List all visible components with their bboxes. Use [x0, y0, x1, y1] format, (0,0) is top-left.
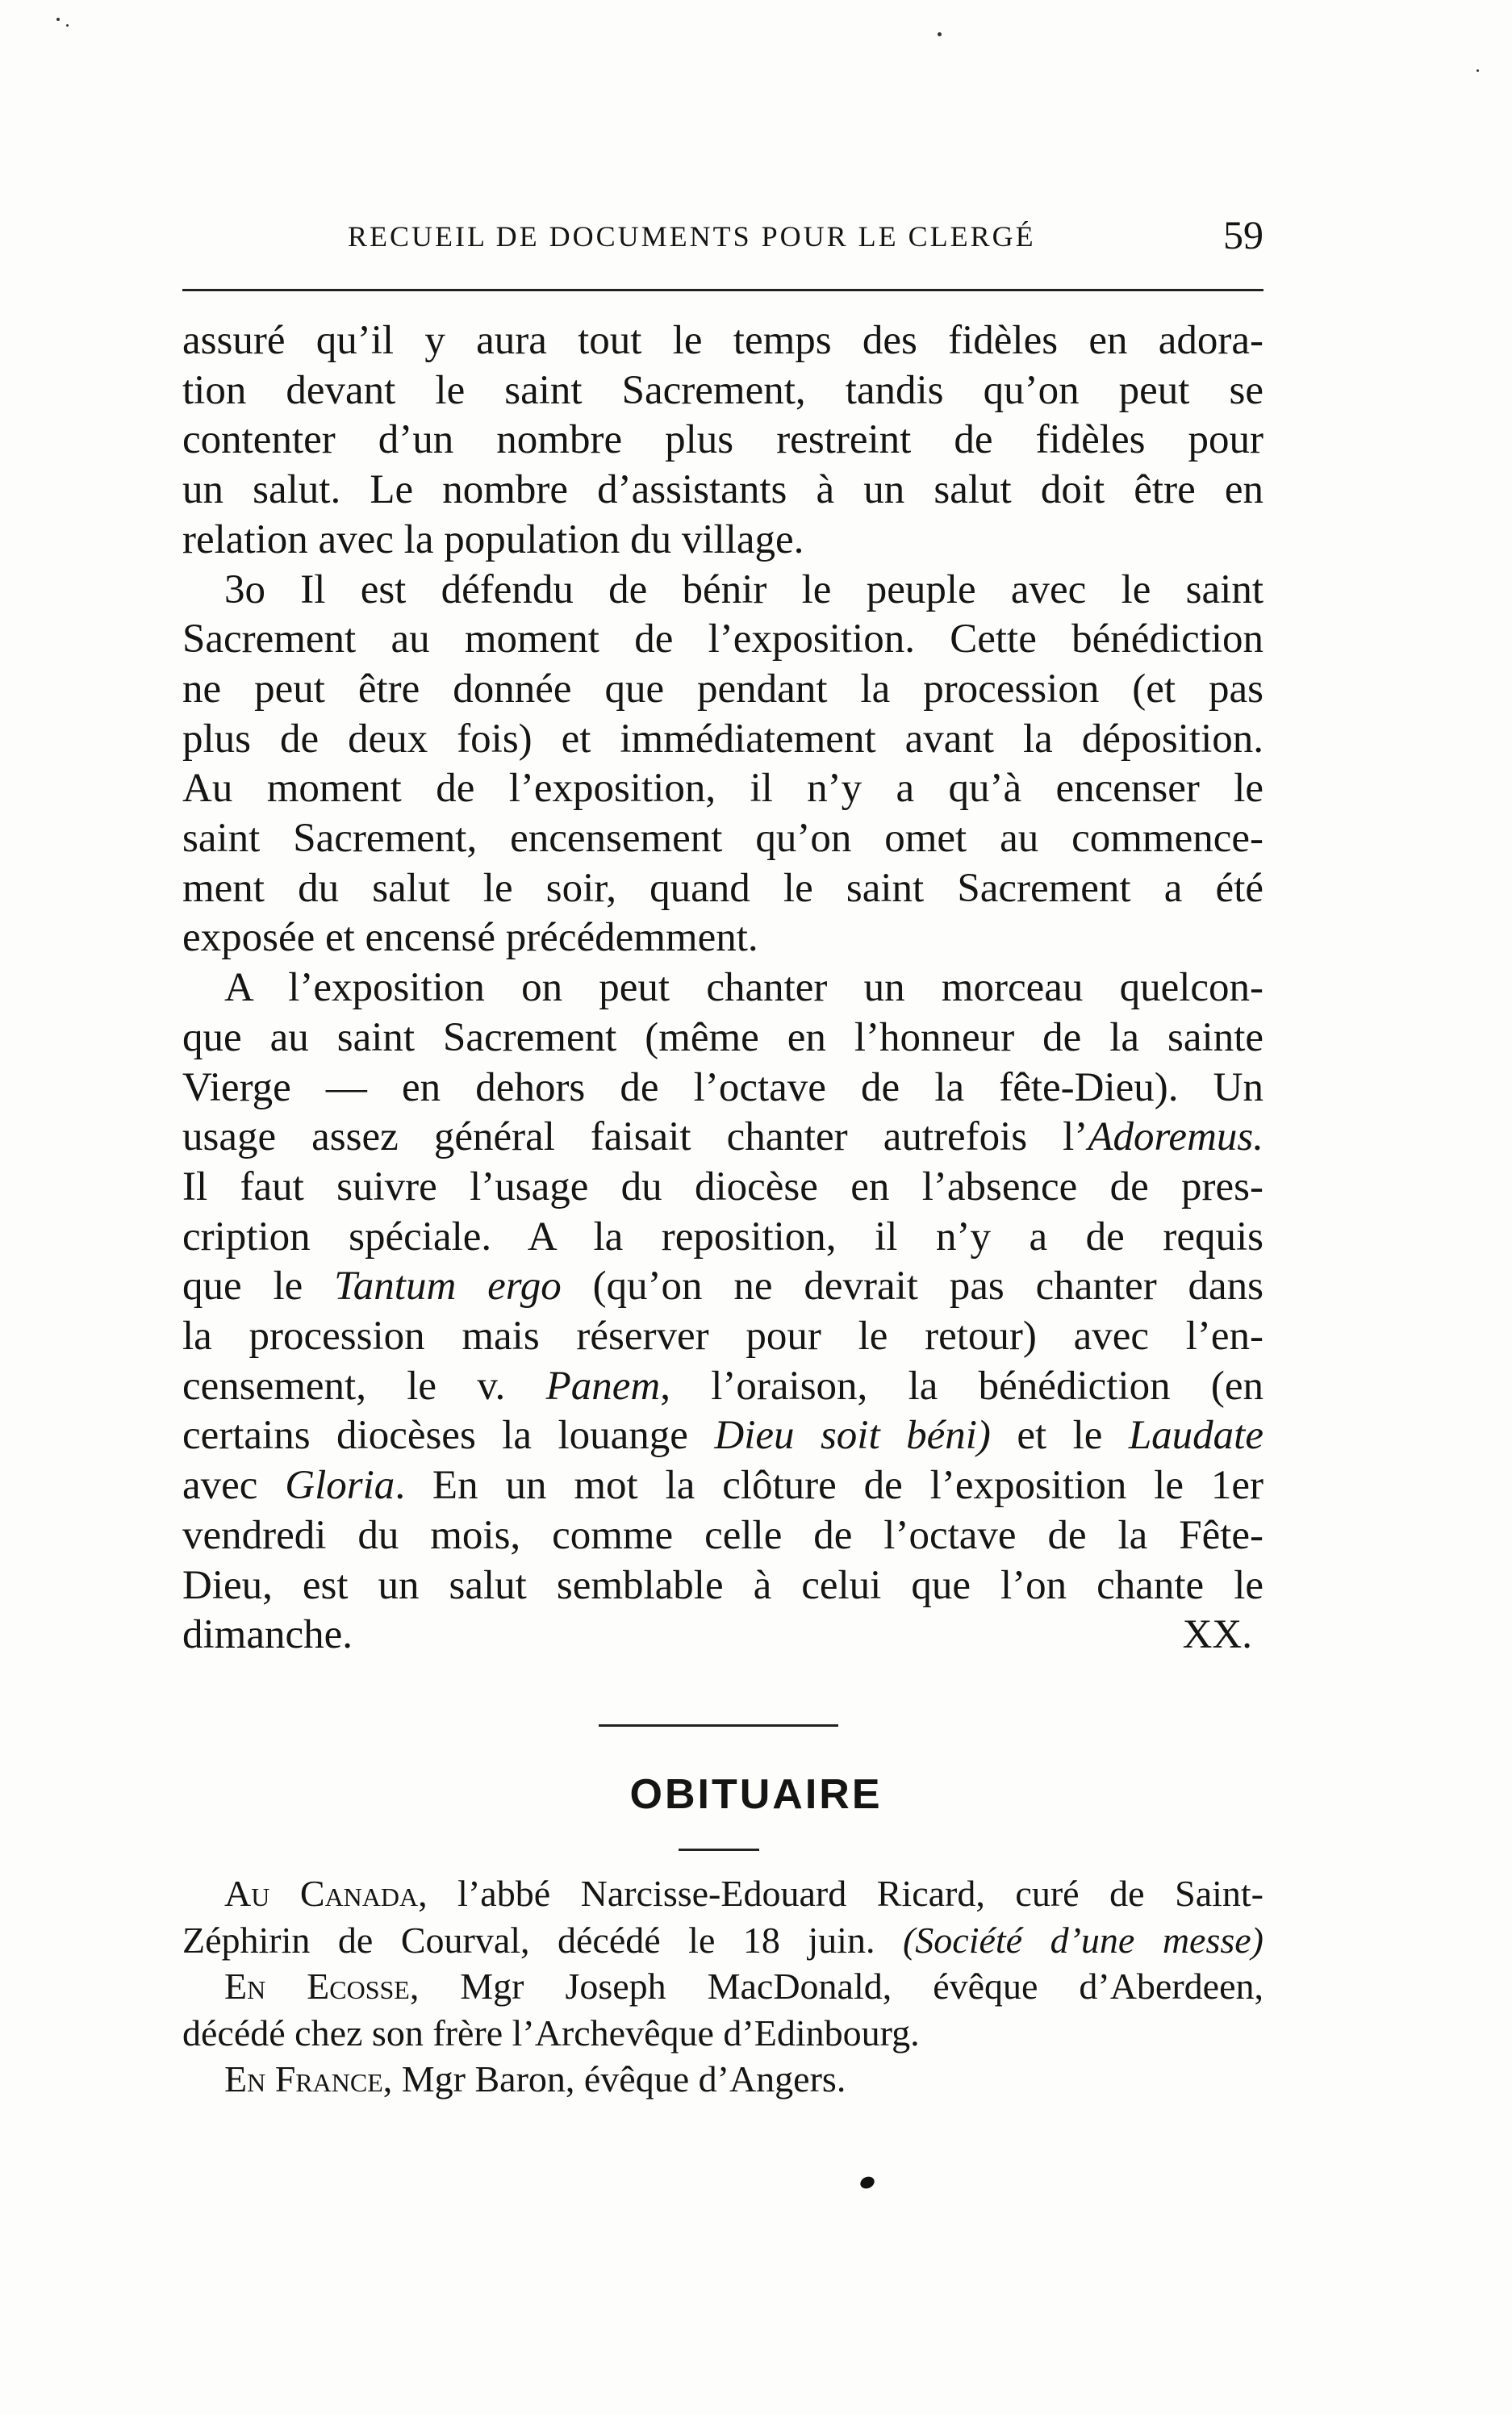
country-name: En Ecosse, [224, 1966, 420, 2007]
italic-title: Tantum ergo [334, 1264, 562, 1310]
italic-title: Gloria [285, 1463, 395, 1509]
text-line: saint Sacrement, encensement qu’on omet au commence- [182, 816, 1263, 862]
italic-note: (Société d’une messe) [902, 1919, 1263, 1961]
text-run: l’abbé Narcisse-Edouard Ricard, curé de Saint- [427, 1873, 1263, 1914]
text-line: plus de deux fois) et immédiatement avant la déposition. [182, 716, 1263, 762]
text-run: avec [182, 1463, 286, 1509]
text-line: Sacrement au moment de l’exposition. Cette bénédiction [182, 616, 1263, 662]
text-line: Dieu, est un salut semblable à celui que l’on chante le [182, 1562, 1263, 1608]
text-line: Au moment de l’exposition, il n’y a qu’à encenser le [182, 766, 1263, 812]
running-head [182, 211, 1263, 260]
text-run: Mgr Joseph MacDonald, évêque d’Aberdeen, [419, 1966, 1263, 2007]
running-title: RECUEIL DE DOCUMENTS POUR LE CLERGÉ [348, 220, 1036, 253]
obituary-list [182, 1870, 1263, 2103]
print-speck [938, 32, 942, 36]
obituary-entry-ecosse [182, 1963, 1263, 2010]
text-run: , l’oraison, la bénédiction (en [660, 1363, 1263, 1409]
print-speck [1476, 69, 1479, 72]
country-name: Au Canada, [224, 1873, 428, 1914]
text-line: tion devant le saint Sacrement, tandis qu’on peut se [182, 367, 1263, 413]
text-line: ment du salut le soir, quand le saint Sacrement a été [182, 865, 1263, 911]
ink-mark [858, 2175, 876, 2191]
text-line: assuré qu’il y aura tout le temps des fidèles en adora- [182, 318, 1263, 363]
text-run: et le [990, 1413, 1129, 1459]
section-divider [599, 1724, 838, 1727]
text-run: Mgr Baron, évêque d’Angers. [392, 2058, 846, 2100]
italic-title: Panem [545, 1363, 661, 1409]
text-run: certains diocèses la louange [182, 1413, 715, 1459]
text-line: exposée et encensé précédemment. [182, 915, 758, 961]
text-line [182, 1362, 1263, 1412]
obituary-entry-france [182, 2056, 1263, 2103]
header-rule [182, 289, 1263, 291]
text-run: Zéphirin de Courval, décédé le 18 juin. [182, 1919, 903, 1961]
text-line: ne peut être donnée que pendant la procession (et pas [182, 666, 1263, 712]
print-speck [56, 18, 60, 21]
print-speck [66, 24, 69, 27]
text-line: Vierge — en dehors de l’octave de la fête-Dieu). Un [182, 1064, 1263, 1110]
text-line: contenter d’un nombre plus restreint de fidèles pour [182, 417, 1263, 463]
italic-title: Adoremus. [1088, 1114, 1263, 1160]
text-run: (qu’on ne devrait pas chanter dans [561, 1264, 1263, 1310]
obituary-entry-canada [182, 1870, 1263, 1917]
text-run: dimanche. [182, 1612, 353, 1658]
italic-title: Dieu soit béni) [714, 1413, 991, 1459]
text-line: un salut. Le nombre d’assistants à un salut doit être en [182, 467, 1263, 513]
text-line [182, 1461, 1263, 1511]
text-line: relation avec la population du village. [182, 516, 804, 562]
text-run: . En un mot la clôture de l’exposition le 1er [395, 1463, 1263, 1509]
text-run: que le [182, 1264, 335, 1310]
text-line: décédé chez son frère l’Archevêque d’Edinbourg. [182, 2012, 920, 2054]
text-run: censement, le v. [182, 1363, 546, 1409]
section-heading: OBITUAIRE [629, 1771, 883, 1818]
text-line [182, 1411, 1263, 1461]
text-run: usage assez général faisait chanter autrefois l’ [182, 1114, 1088, 1160]
body-text [182, 316, 1263, 1661]
italic-title: Laudate [1128, 1413, 1263, 1459]
author-signature: XX. [1182, 1612, 1252, 1658]
text-line: Il faut suivre l’usage du diocèse en l’absence de pres- [182, 1164, 1263, 1210]
text-line: 3o Il est défendu de bénir le peuple avec le saint [224, 566, 1263, 612]
text-line: vendredi du mois, comme celle de l’octave de la Fête- [182, 1512, 1263, 1558]
text-line: A l’exposition on peut chanter un morceau quelcon- [224, 965, 1263, 1011]
text-line: que au saint Sacrement (même en l’honneur de la sainte [182, 1014, 1263, 1060]
text-line [182, 1917, 1263, 1964]
text-line [182, 1113, 1263, 1163]
text-line: cription spéciale. A la reposition, il n’y a de requis [182, 1214, 1263, 1260]
heading-underline [679, 1849, 759, 1851]
page-number: 59 [1223, 212, 1263, 257]
signoff-line [182, 1611, 1263, 1661]
text-line: la procession mais réserver pour le retour) avec l’en- [182, 1314, 1263, 1360]
country-name: En France, [224, 2058, 393, 2100]
text-line [182, 1262, 1263, 1312]
